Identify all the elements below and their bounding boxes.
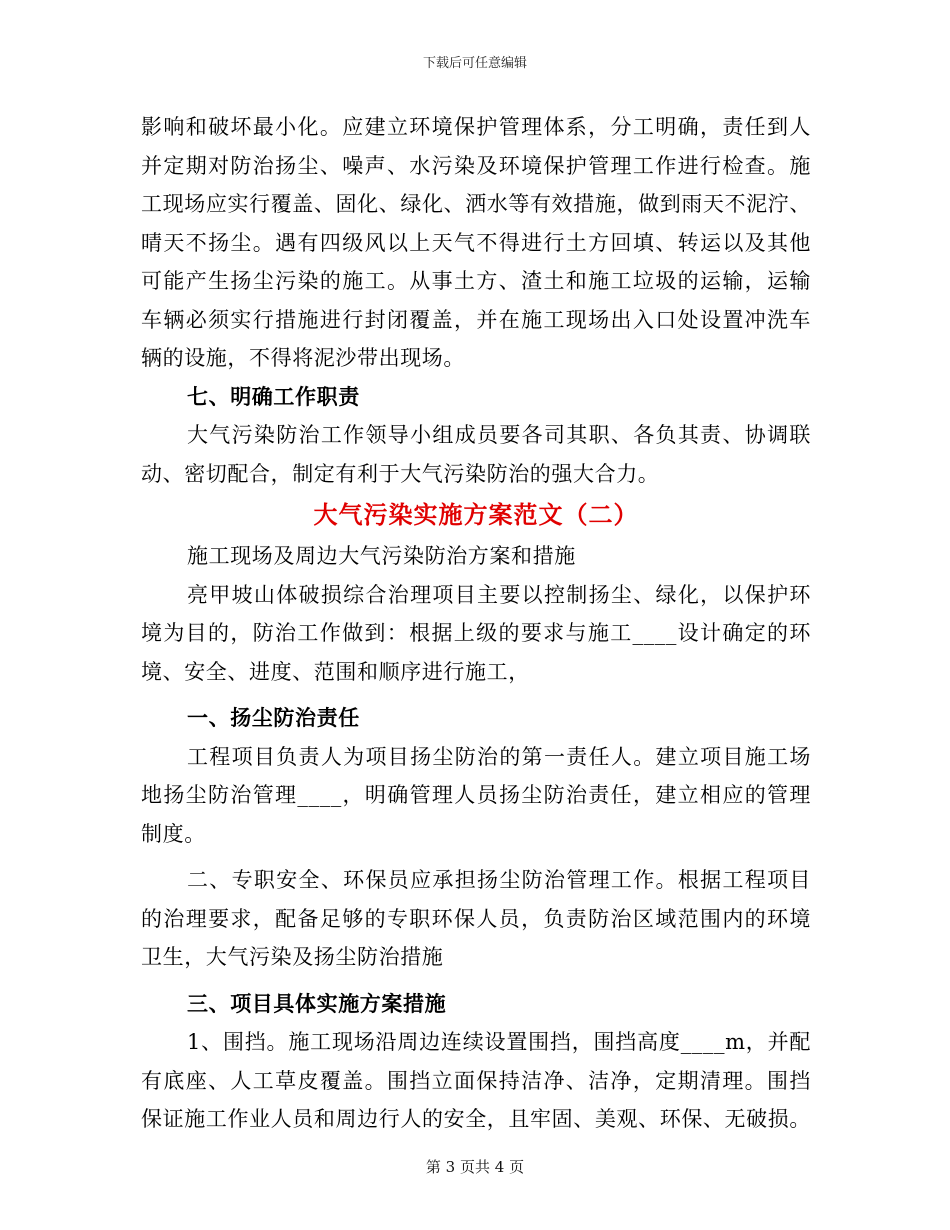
paragraph xyxy=(141,416,811,493)
document-body xyxy=(141,108,811,1139)
text-line: 辆的设施，不得将泥沙带出现场。 xyxy=(141,346,465,370)
page-footer: 第 3 页共 4 页 xyxy=(425,1158,525,1176)
text-line: 的治理要求，配备足够的专职环保人员，负责防治区域范围内的环境 xyxy=(141,906,811,931)
text-line: 并定期对防治扬尘、噪声、水污染及环境保护管理工作进行检查。施 xyxy=(141,153,811,178)
paragraph xyxy=(141,1023,811,1139)
text-line: 有底座、人工草皮覆盖。围挡立面保持洁净、洁净，定期清理。围挡 xyxy=(141,1068,811,1093)
text-line: 可能产生扬尘污染的施工。从事土方、渣土和施工垃圾的运输，运输 xyxy=(141,269,811,293)
text-line: 二、专职安全、环保员应承担扬尘防治管理工作。根据工程项目 xyxy=(187,868,811,892)
text-line: 车辆必须实行措施进行封闭覆盖，并在施工现场出入口处设置冲洗车 xyxy=(141,307,811,332)
text-line: 工程项目负责人为项目扬尘防治的第一责任人。建立项目施工场 xyxy=(187,744,811,769)
section-title: 大气污染实施方案范文（二） xyxy=(313,500,639,529)
text-line: 动、密切配合，制定有利于大气污染防治的强大合力。 xyxy=(141,461,660,486)
text-line: 影响和破坏最小化。应建立环境保护管理体系，分工明确，责任到人 xyxy=(141,115,811,139)
paragraph xyxy=(141,738,811,854)
text-line: 境为目的，防治工作做到：根据上级的要求与施工____设计确定的环 xyxy=(141,621,811,645)
section-heading: 一、扬尘防治责任 xyxy=(187,705,360,730)
paragraph xyxy=(141,576,811,692)
text-line: 制度。 xyxy=(141,821,206,846)
text-line: 亮甲坡山体破损综合治理项目主要以控制扬尘、绿化，以保护环 xyxy=(187,582,811,607)
paragraph xyxy=(141,108,811,378)
text-line: 工现场应实行覆盖、固化、绿化、洒水等有效措施，做到雨天不泥泞、 xyxy=(141,192,811,216)
text-line: 保证施工作业人员和周边行人的安全，且牢固、美观、环保、无破损。 xyxy=(141,1107,811,1131)
section-heading: 三、项目具体实施方案措施 xyxy=(187,990,447,1016)
text-line: 1、围挡。施工现场沿周边连续设置围挡，围挡高度____m，并配 xyxy=(187,1030,811,1054)
page-header: 下载后可任意编辑 xyxy=(422,56,527,71)
text-line: 地扬尘防治管理____，明确管理人员扬尘防治责任，建立相应的管理 xyxy=(141,783,811,807)
paragraph xyxy=(141,861,811,977)
text-line: 大气污染防治工作领导小组成员要各司其职、各负其责、协调联 xyxy=(187,423,811,447)
section-heading: 七、明确工作职责 xyxy=(187,383,360,409)
text-line: 晴天不扬尘。遇有四级风以上天气不得进行土方回填、转运以及其他 xyxy=(141,230,811,255)
text-line: 卫生，大气污染及扬尘防治措施 xyxy=(141,945,444,969)
subtitle: 施工现场及周边大气污染防治方案和措施 xyxy=(187,544,576,568)
text-line: 境、安全、进度、范围和顺序进行施工， xyxy=(141,659,530,684)
